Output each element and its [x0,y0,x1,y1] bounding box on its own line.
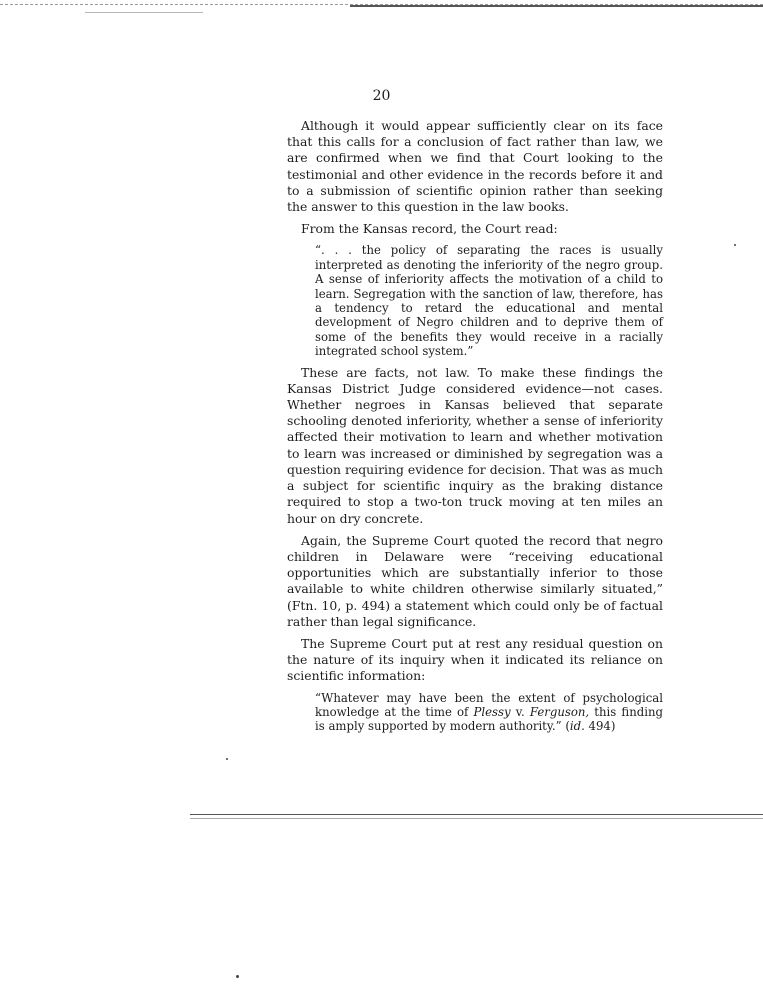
versus-text: v. [510,704,530,719]
quote-text-end: 494) [584,719,616,734]
paragraph-1: Although it would appear sufficiently clear on its face that this calls for a conclusion of fact rather than law, we are confirmed when we find that Court looking to the testimonial and other evidence in the records before it and to a submission of scientific opinion rather than seeking the answer to this question in the law books. [287,118,663,215]
top-scan-rule-short [85,12,203,13]
bottom-scan-rule-light [190,818,763,819]
scan-speck [226,758,228,760]
block-quote-kansas: “. . . the policy of separating the races is usually interpreted as denoting the inferiority of the negro group. A sense of inferiority affects the motivation of a child to learn. Segregation with the sanction of law, therefore, has a tendency to retard the educational and mental development of Negro children and to deprive them of some of the benefits they would receive in a racially integrated school system.” [315,243,663,359]
scan-speck [236,975,239,978]
paragraph-3: These are facts, not law. To make these findings the Kansas District Judge considered evidence—not cases. Whether negroes in Kansas believed that separate schooling denoted inferiority, whether a sense of inferiority affected their motivation to learn and whether motivation to learn was increased or diminished by segregation was a question requiring evidence for decision. That was as much a subject for scientific inquiry as the braking distance required to stop a two-ton truck moving at ten miles an hour on dry concrete. [287,364,663,526]
case-name-ferguson: Ferguson, [529,704,590,719]
bottom-scan-rule [190,814,763,815]
block-quote-plessy [315,691,663,734]
case-name-plessy: Plessy [473,704,511,719]
quote-text-start: “Whatever may have been the extent of psychological knowledge at the time of [315,690,663,719]
top-scan-rule-dark [350,5,763,7]
page-number: 20 [372,88,391,104]
scan-speck [734,244,736,246]
paragraph-5: The Supreme Court put at rest any residual question on the nature of its inquiry when it indicated its reliance on scientific information: [287,635,663,684]
text-column [287,118,663,740]
paragraph-2: From the Kansas record, the Court read: [301,221,558,237]
quote-text-middle: this finding is amply supported by modern authority.” ( [315,704,663,734]
paragraph-4: Again, the Supreme Court quoted the record that negro children in Delaware were “receiving educational opportunities which are substantially inferior to those available to white children otherwise similarly situated,” (Ftn. 10, p. 494) a statement which could only be of factual rather than legal significance. [287,532,663,629]
citation-id: id. [569,719,585,734]
